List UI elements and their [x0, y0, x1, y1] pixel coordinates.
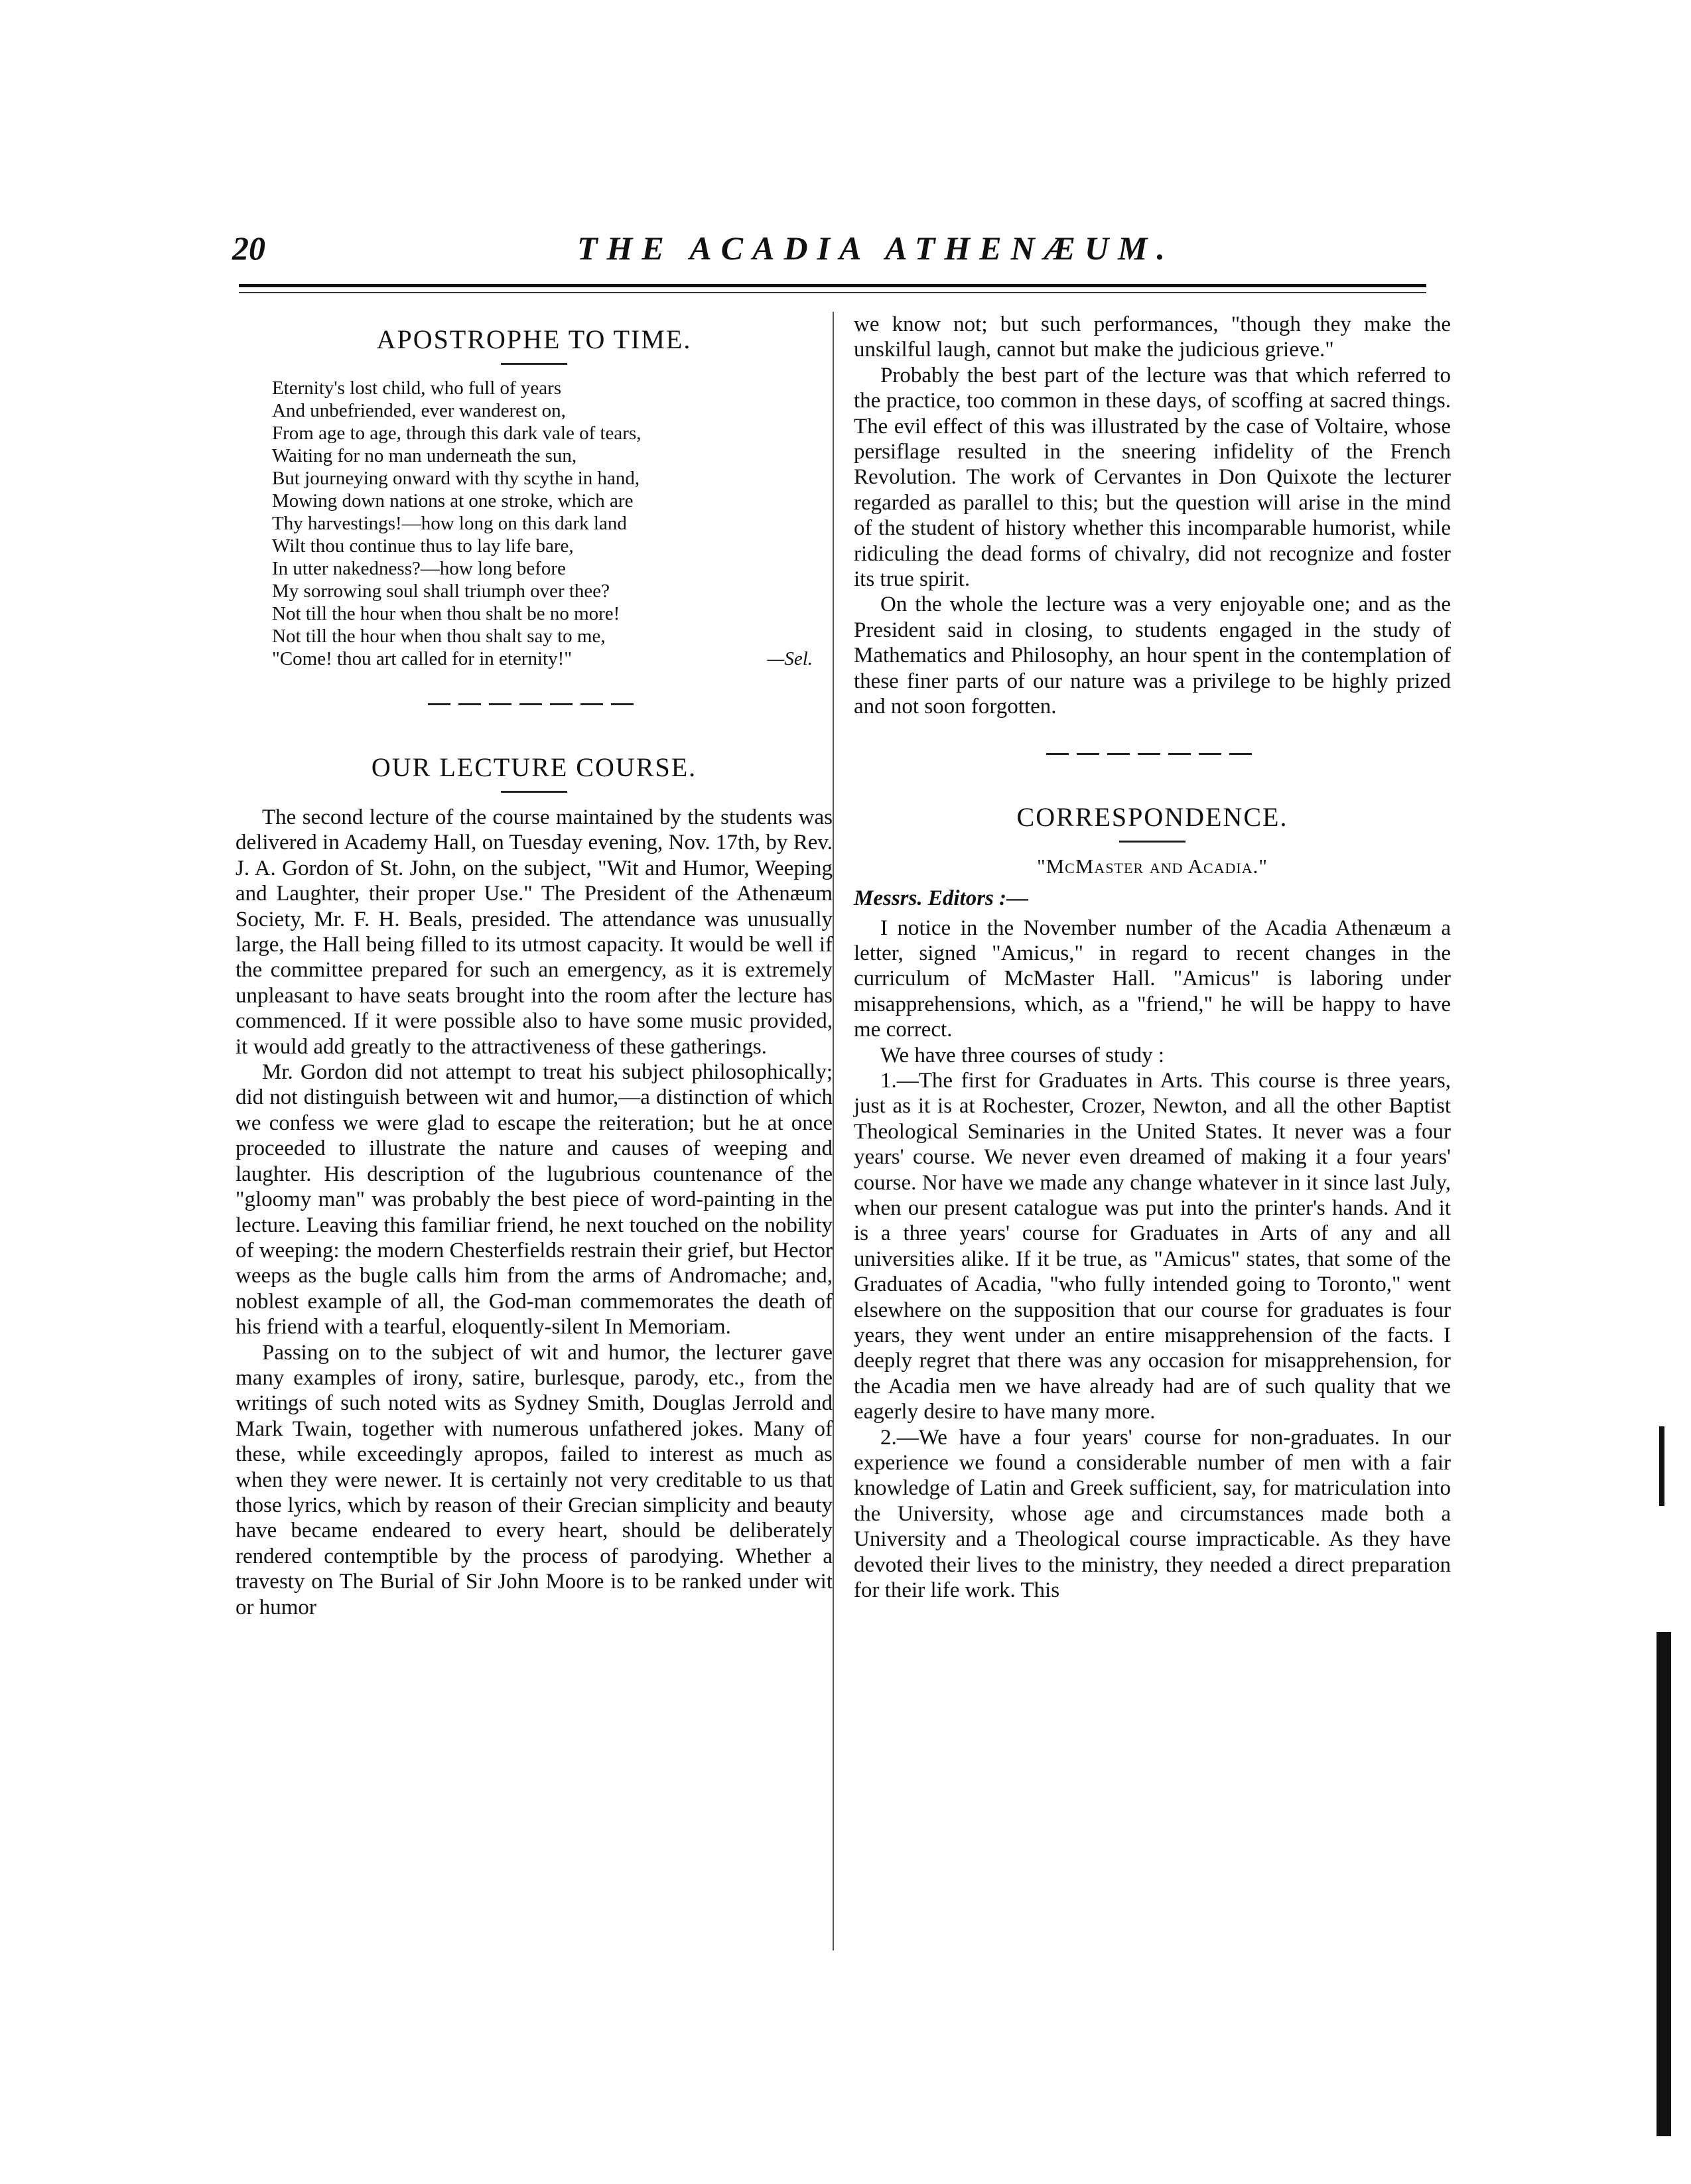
section-separator — [1046, 753, 1258, 755]
poem-line: And unbefriended, ever wanderest on, — [272, 400, 566, 421]
poem-line: Not till the hour when thou shalt say to me, — [272, 626, 606, 647]
poem-line: Not till the hour when thou shalt be no more! — [272, 603, 620, 624]
lecture-paragraph: The second lecture of the course maintained by the students was delivered in Academy Hall, on Tuesday evening, Nov. 17th, by Rev. J. A. Gordon of St. John, on the subject, "Wit and Humor, Weeping and Laughter, their proper Use." The President of the Athenæum Society, Mr. F. H. Beals, presided. The attendance was unusually large, the Hall being filled to its utmost capacity. It would be well if the committee prepared for such an emergency, as it is extremely unpleasant to have seats brought into the room after the lecture has commenced. If it were possible also to have some music provided, it would add greatly to the attractiveness of these gatherings. — [236, 805, 833, 1059]
letter-salutation: Messrs. Editors :— — [854, 886, 1029, 910]
poem-line: Waiting for no man underneath the sun, — [272, 445, 577, 466]
apostrophe-poem — [236, 377, 833, 670]
letter-paragraph: We have three courses of study : — [880, 1043, 1165, 1067]
right-column — [854, 312, 1451, 1603]
scan-edge-mark — [1657, 1632, 1671, 2136]
header-rule-thin — [239, 292, 1426, 293]
lecture-paragraph: Passing on to the subject of wit and humor, the lecturer gave many examples of irony, satire, burlesque, parody, etc., from the writings of such noted wits as Sydney Smith, Douglas Jerrold and Mark Twain, together with numerous unfathered jokes. Many of these, while exceedingly apropos, failed to interest as much as when they were newer. It is certainly not very creditable to us that those lyrics, which by reason of their Grecian simplicity and beauty have became endeared to every heart, should be deliberately rendered contemptible by the process of parodying. Whether a travesty on The Burial of Sir John Moore is to be ranked under wit or humor — [236, 1340, 833, 1619]
journal-title: THE ACADIA ATHENÆUM. — [577, 230, 1175, 267]
poem-line: In utter nakedness?—how long before — [272, 558, 566, 579]
page-number: 20 — [232, 230, 265, 267]
header-rule-thick — [239, 284, 1426, 287]
correspondence-title: CORRESPONDENCE. — [1016, 801, 1288, 832]
title-rule — [1119, 841, 1185, 843]
letter-paragraph: 1.—The first for Graduates in Arts. This course is three years, just as it is at Rochester, Crozer, Newton, and all the other Baptist Theological Seminaries in the United States. It never was a four years' course. We never even dreamed of making it a four years' course. Nor have we made any change whatever in it since last July, when our present catalogue was put into the printer's hands. And it is a three years' course for Graduates in Arts of any and all universities alike. If it be true, as "Amicus" states, that some of the Graduates of Acadia, "who fully intended going to Toronto," went elsewhere on the supposition that our course for graduates is four years, they went under an entire misapprehension of the facts. I deeply regret that there was any occasion for misapprehension, for the Acadia men we have already had are of such quality that we eagerly desire to have many more. — [854, 1068, 1451, 1424]
title-rule — [501, 791, 567, 793]
lecture-paragraph: Mr. Gordon did not attempt to treat his subject philosophically; did not distinguish between wit and humor,—a distinction of which we confess we were glad to escape the reiteration; but he at once proceeded to illustrate the nature and causes of weeping and laughter. His description of the lugubrious countenance of the "gloomy man" was probably the best piece of word-painting in the lecture. Leaving this familiar friend, he next touched on the nobility of weeping: the modern Chesterfields restrain their grief, but Hector weeps as the bugle calls him from the arms of Andromache; and, noblest example of all, the God-man commemorates the death of his friend with a tearful, eloquently-silent In Memoriam. — [236, 1060, 833, 1339]
poem-line: But journeying onward with thy scythe in hand, — [272, 468, 640, 489]
apostrophe-title: APOSTROPHE TO TIME. — [376, 324, 692, 354]
poem-line: From age to age, through this dark vale of tears, — [272, 423, 642, 444]
title-rule — [501, 363, 567, 365]
poem-line: Eternity's lost child, who full of years — [272, 377, 562, 399]
section-separator — [428, 703, 640, 705]
left-column — [236, 312, 833, 1620]
lecture-continuation: On the whole the lecture was a very enjoyable one; and as the President said in closing, to students engaged in the study of Mathematics and Philosophy, an hour spent in the contemplation of these finer parts of our nature was a privilege to be highly prized and not soon forgotten. — [854, 592, 1451, 719]
poem-line: My sorrowing soul shall triumph over thee? — [272, 580, 610, 602]
letter-paragraph: 2.—We have a four years' course for non-graduates. In our experience we found a considerable number of men with a fair knowledge of Latin and Greek sufficient, say, for matriculation into the University, whose age and circumstances made both a University and a Theological course impracticable. As they have devoted their lives to the ministry, they needed a direct preparation for their life work. This — [854, 1425, 1451, 1603]
poem-line: Wilt thou continue thus to lay life bare, — [272, 535, 574, 557]
poem-line: Mowing down nations at one stroke, which are — [272, 490, 634, 512]
lecture-continuation: Probably the best part of the lecture was that which referred to the practice, too common in these days, of scoffing at sacred things. The evil effect of this was illustrated by the case of Voltaire, whose persiflage resulted in the sneering infidelity of the French Revolution. The work of Cervantes in Don Quixote the lecturer regarded as parallel to this; but the question will arise in the mind of the student of history whether this incomparable humorist, while ridiculing the dead forms of chivalry, did not recognize and foster its true spirit. — [854, 363, 1451, 592]
poem-line: Thy harvestings!—how long on this dark land — [272, 513, 627, 534]
running-head — [232, 229, 1426, 275]
poem-line: "Come! thou art called for in eternity!" — [272, 648, 573, 669]
correspondence-subtitle: "McMaster and Acadia." — [1036, 854, 1268, 878]
column-divider — [833, 312, 834, 1950]
lecture-continuation: we know not; but such performances, "though they make the unskilful laugh, cannot but make the judicious grieve." — [854, 312, 1451, 362]
poem-attribution: —Sel. — [767, 648, 813, 669]
scan-edge-mark — [1659, 1426, 1664, 1506]
letter-paragraph: I notice in the November number of the Acadia Athenæum a letter, signed "Amicus," in regard to recent changes in the curriculum of McMaster Hall. "Amicus" is laboring under misapprehensions, which, as a "friend," he will be happy to have me correct. — [854, 916, 1451, 1042]
lecture-title: OUR LECTURE COURSE. — [371, 752, 697, 782]
